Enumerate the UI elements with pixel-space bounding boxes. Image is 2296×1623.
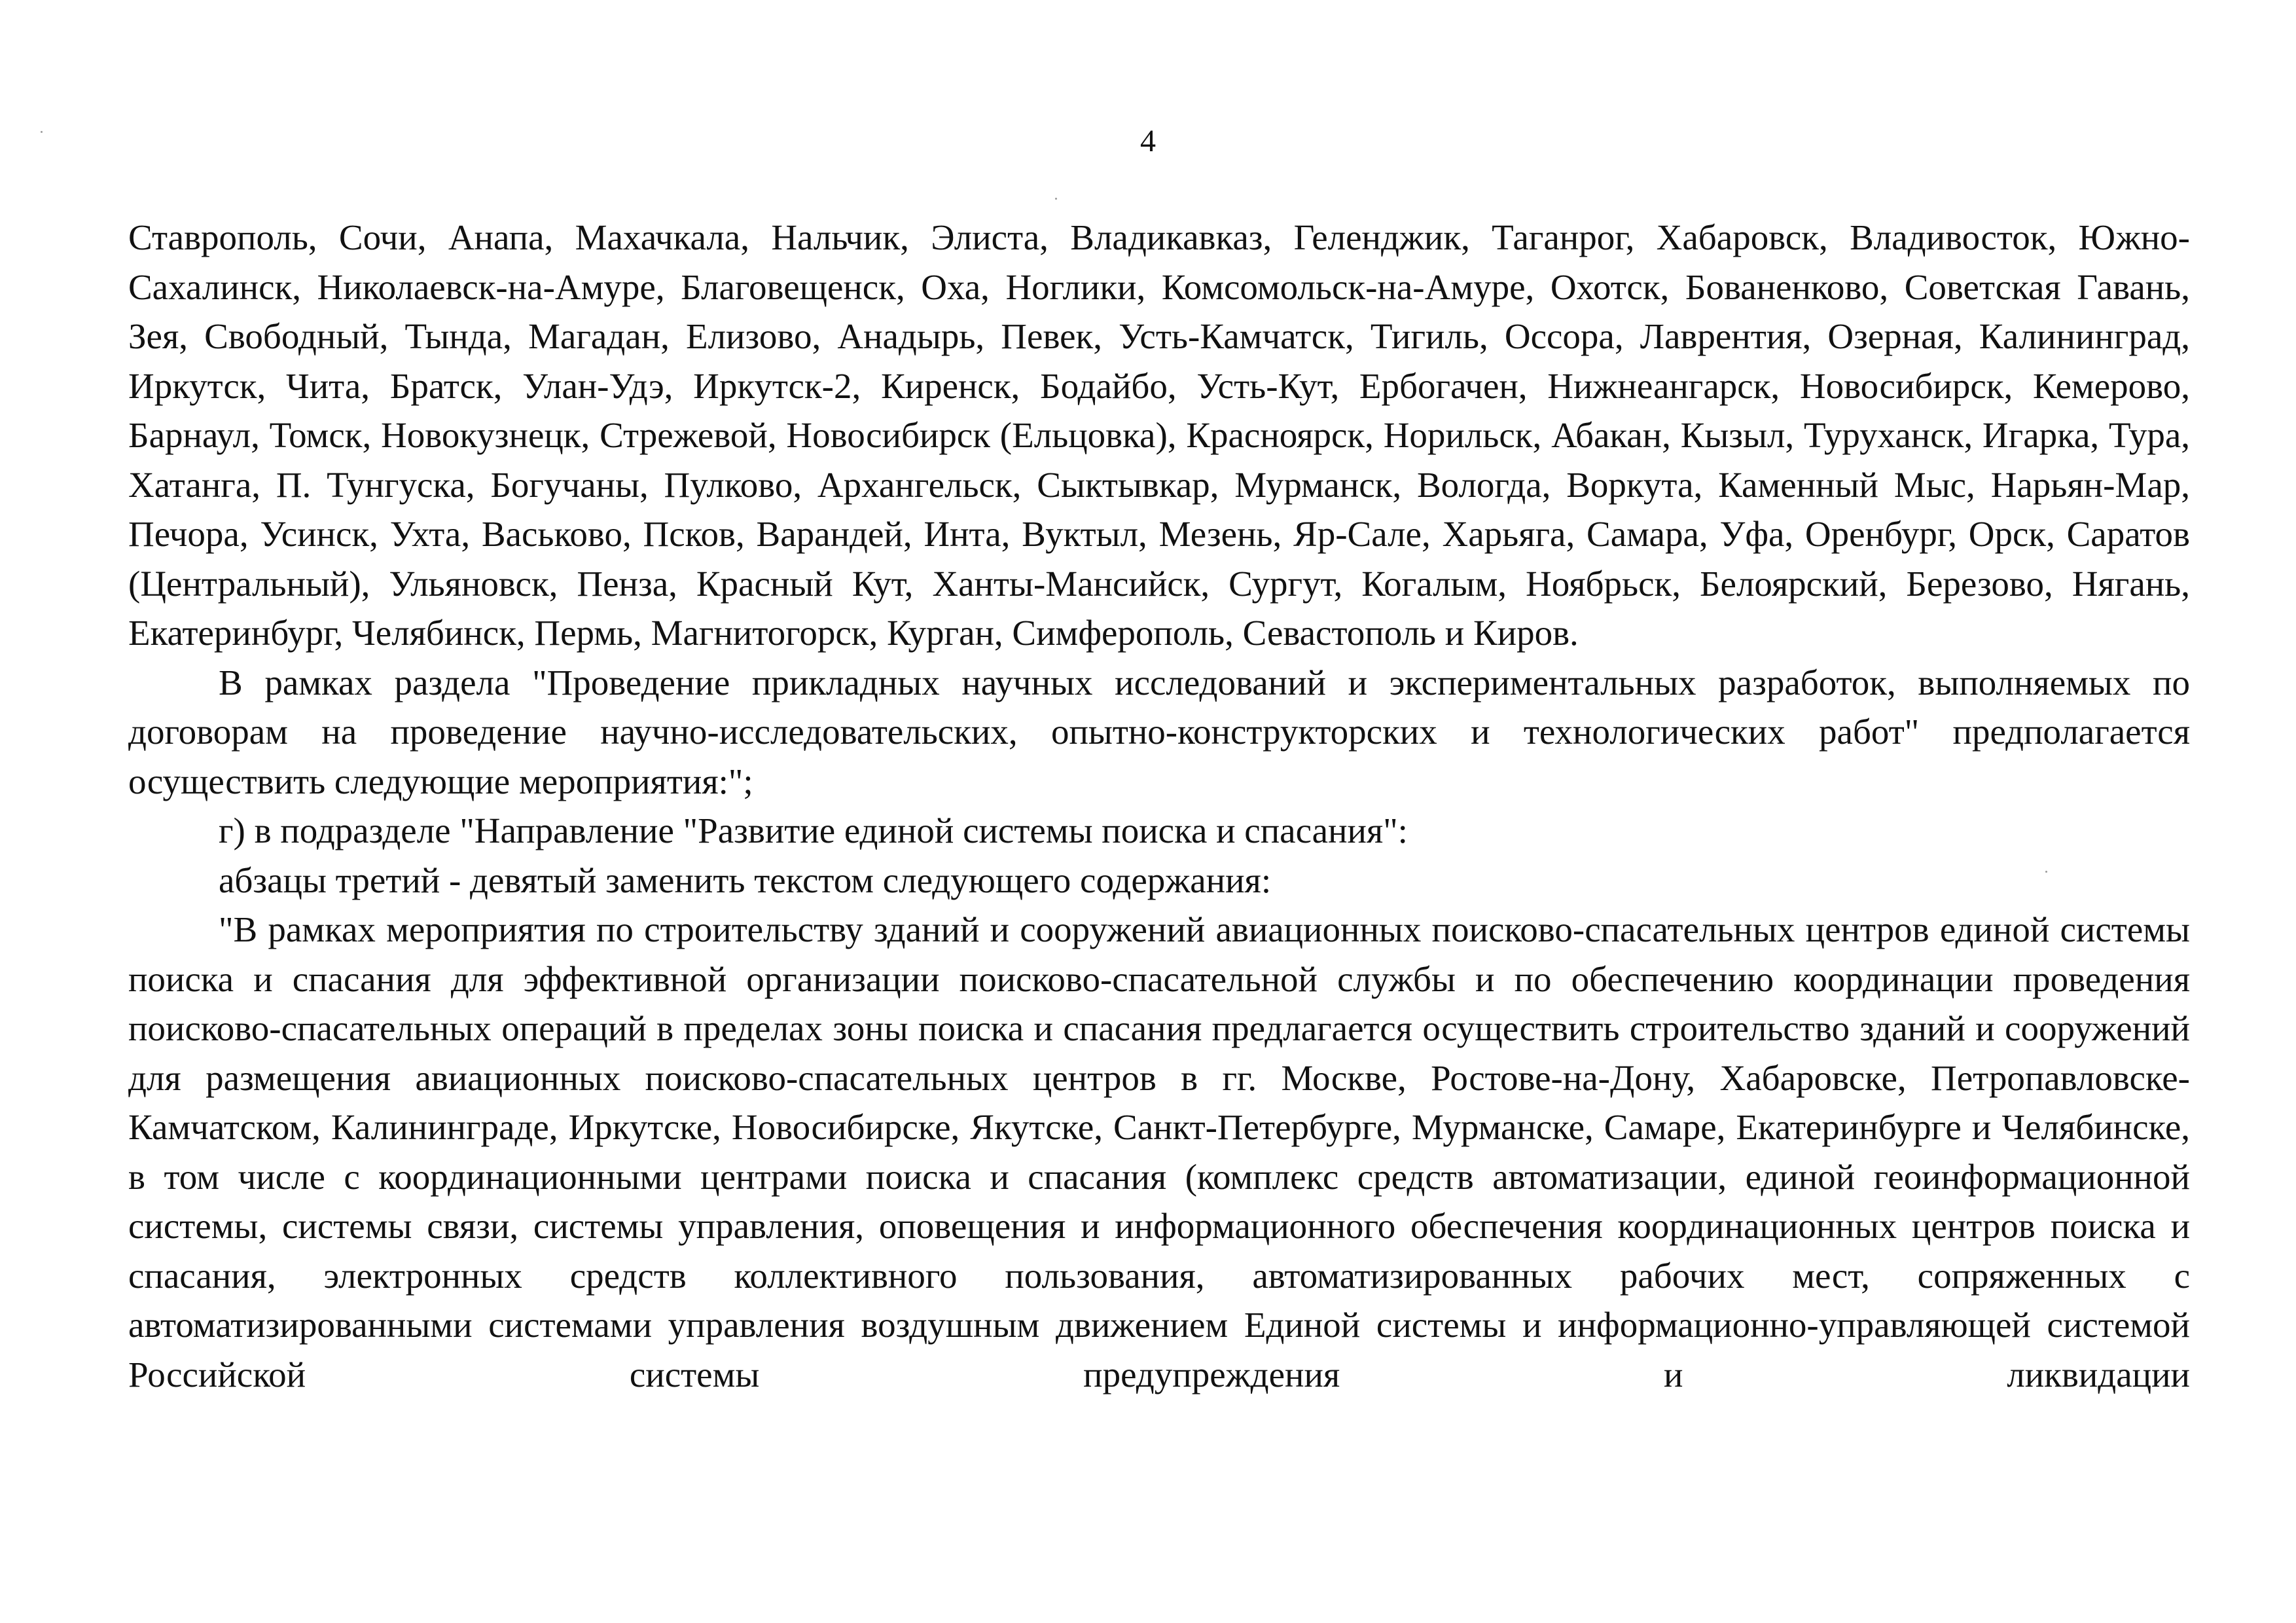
scan-speck	[1055, 198, 1057, 200]
paragraph-applied-research: В рамках раздела "Проведение прикладных научных исследований и экспериментальных разработок, выполняемых по договорам на проведение научно-исследовательских, опытно-конструкторских и технологических работ" предполагается осуществить следующие мероприятия:";	[128, 662, 2190, 801]
document-body	[128, 213, 2190, 1399]
page-number: 4	[1140, 124, 1156, 158]
paragraph-replace-instruction: абзацы третий - девятый заменить текстом следующего содержания:	[219, 860, 1272, 900]
paragraph-city-list: Ставрополь, Сочи, Анапа, Махачкала, Нальчик, Элиста, Владикавказ, Геленджик, Таганрог, Хабаровск, Владивосток, Южно-Сахалинск, Николаевск-на-Амуре, Благовещенск, Оха, Ноглики, Комсомольск-на-Амуре, Охотск, Бованенково, Советская Гавань, Зея, Свободный, Тында, Магадан, Елизово, Анадырь, Певек, Усть-Камчатск, Тигиль, Оссора, Лаврентия, Озерная, Калининград, Иркутск, Чита, Братск, Улан-Удэ, Иркутск-2, Киренск, Бодайбо, Усть-Кут, Ербогачен, Нижнеангарск, Новосибирск, Кемерово, Барнаул, Томск, Новокузнецк, Стрежевой, Новосибирск (Ельцовка), Красноярск, Норильск, Абакан, Кызыл, Туруханск, Игарка, Тура, Хатанга, П. Тунгуска, Богучаны, Пулково, Архангельск, Сыктывкар, Мурманск, Вологда, Воркута, Каменный Мыс, Нарьян-Мар, Печора, Усинск, Ухта, Васьково, Псков, Варандей, Инта, Вуктыл, Мезень, Яр-Сале, Харьяга, Самара, Уфа, Оренбург, Орск, Саратов (Центральный), Ульяновск, Пенза, Красный Кут, Ханты-Мансийск, Сургут, Когалым, Ноябрьск, Белоярский, Березово, Нягань, Екатеринбург, Челябинск, Пермь, Магнитогорск, Курган, Симферополь, Севастополь и Киров.	[128, 217, 2190, 653]
scan-speck	[41, 131, 43, 133]
scan-speck	[2045, 871, 2047, 873]
paragraph-subsection-g: г) в подразделе "Направление "Развитие единой системы поиска и спасания":	[219, 811, 1408, 850]
paragraph-search-rescue-centers: "В рамках мероприятия по строительству зданий и сооружений авиационных поисково-спасательных центров единой системы поиска и спасания для эффективной организации поисково-спасательной службы и по обеспечению координации проведения поисково-спасательных операций в пределах зоны поиска и спасания предлагается осуществить строительство зданий и сооружений для размещения авиационных поисково-спасательных центров в гг. Москве, Ростове-на-Дону, Хабаровске, Петропавловске-Камчатском, Калининграде, Иркутске, Новосибирске, Якутске, Санкт-Петербурге, Мурманске, Самаре, Екатеринбурге и Челябинске, в том числе с координационными центрами поиска и спасания (комплекс средств автоматизации, единой геоинформационной системы, системы связи, системы управления, оповещения и информационного обеспечения координационных центров поиска и спасания, электронных средств коллективного пользования, автоматизированных рабочих мест, сопряженных с автоматизированными системами управления воздушным движением Единой системы и информационно-управляющей системой Российской системы предупреждения и ликвидации	[128, 909, 2190, 1395]
